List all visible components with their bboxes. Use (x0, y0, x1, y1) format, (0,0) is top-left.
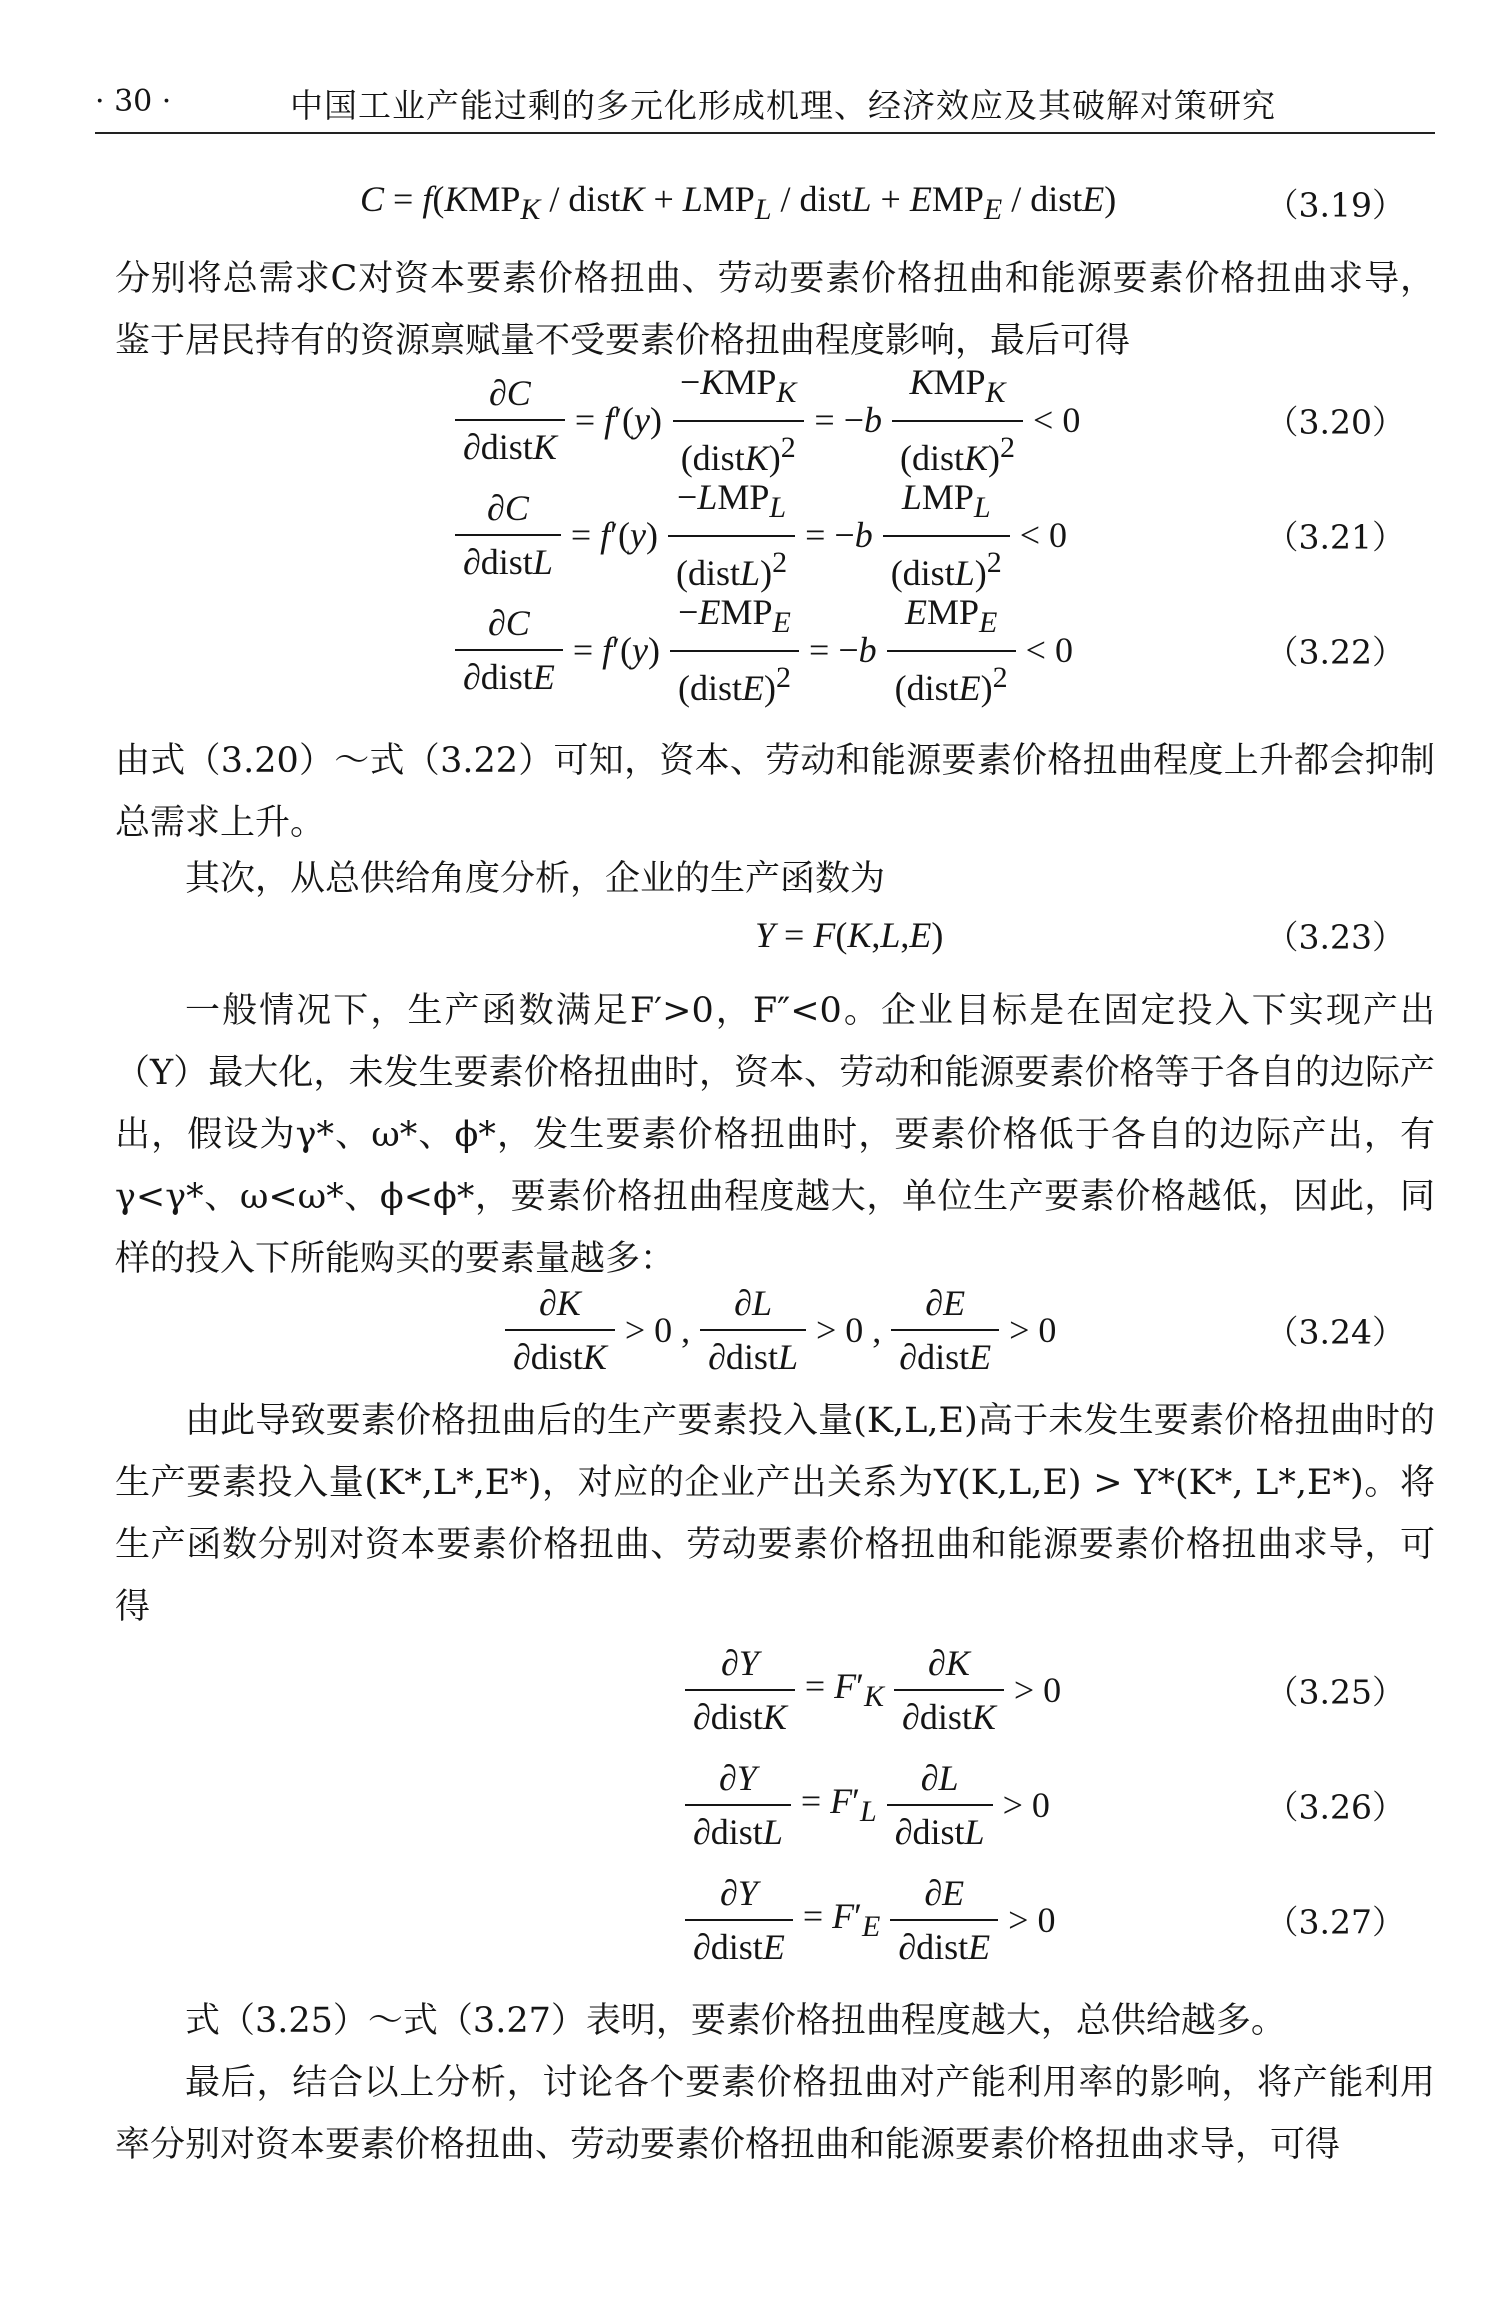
paragraph: 其次，从总供给角度分析，企业的生产函数为 (185, 859, 886, 899)
paragraph: 式（3.25）～式（3.27）表明，要素价格扭曲程度越大，总供给越多。 (185, 2001, 1286, 2041)
equation-number: （3.24） (1265, 1312, 1405, 1352)
equation-number: （3.22） (1265, 632, 1405, 672)
equation-body: $\frac{\partial Y}{\text{∂distK}}$ = $F'_K$ $\frac{\partial K}{\text{∂distK}}$ > 0 (685, 1640, 1061, 1740)
equation-3-27 (95, 1870, 1435, 1970)
page-number: · 30 · (95, 84, 172, 119)
equation-body: $C = f(KMP_K$ / distK + $LMP_L$ / distL + $EMP_E$ / distE) (360, 179, 1117, 227)
equation-3-20 (95, 362, 1435, 478)
equation-number: （3.21） (1265, 517, 1405, 557)
equation-body: $\frac{\partial Y}{\text{∂distL}}$ = $F'_L$ $\frac{\partial L}{\text{∂distL}}$ > 0 (685, 1755, 1050, 1855)
equation-3-24 (95, 1280, 1435, 1380)
equation-body: $\frac{\partial K}{\text{∂distK}}$ > 0 , $\frac{\partial L}{\text{∂distL}}$ > 0 , $\frac{\partial E}{\text{∂distE}}$ > 0 (505, 1280, 1056, 1380)
equation-body: $\frac{\partial C}{\text{∂distE}}$ = f′(y) $\frac{-EMP_E}{(distE)^2}$ = −b $\frac{EMP_E}{(distE)^2}$ < 0 (455, 600, 1073, 700)
equation-number: （3.26） (1265, 1787, 1405, 1827)
equation-number: （3.25） (1265, 1672, 1405, 1712)
equation-body: Y = F(K,L,E) (755, 915, 944, 955)
paragraph: 由此导致要素价格扭曲后的生产要素投入量(K,L,E)高于未发生要素价格扭曲时的生产要素投入量(K*,L*,E*)，对应的企业产出关系为Y(K,L,E) > Y*(K*, L*,E*)。将生产函数分别对资本要素价格扭曲、劳动要素价格扭曲和能源要素价格扭曲求导，可得 (115, 1401, 1435, 1627)
equation-number: （3.23） (1265, 917, 1405, 957)
equation-3-26 (95, 1755, 1435, 1855)
equation-3-23 (95, 900, 1435, 970)
equation-3-25 (95, 1640, 1435, 1740)
paragraph: 由式（3.20）～式（3.22）可知，资本、劳动和能源要素价格扭曲程度上升都会抑制总需求上升。 (115, 741, 1435, 843)
equation-body: $\frac{\partial C}{\text{∂distL}}$ = f′(y) $\frac{-LMP_L}{(distL)^2}$ = −b $\frac{LMP_L}{(distL)^2}$ < 0 (455, 485, 1067, 585)
header-divider (95, 132, 1435, 134)
equation-3-21 (95, 477, 1435, 593)
equation-number: （3.27） (1265, 1902, 1405, 1942)
running-title: 中国工业产能过剩的多元化形成机理、经济效应及其破解对策研究 (290, 86, 1276, 125)
paragraph: 一般情况下，生产函数满足F′>0，F″<0。企业目标是在固定投入下实现产出（Y）最大化，未发生要素价格扭曲时，资本、劳动和能源要素价格等于各自的边际产出，假设为γ*、ω*、ϕ*，发生要素价格扭曲时，要素价格低于各自的边际产出，有γ<γ*、ω<ω*、ϕ<ϕ*，要素价格扭曲程度越大，单位生产要素价格越低，因此，同样的投入下所能购买的要素量越多： (115, 991, 1435, 1279)
paragraph: 分别将总需求C对资本要素价格扭曲、劳动要素价格扭曲和能源要素价格扭曲求导，鉴于居民持有的资源禀赋量不受要素价格扭曲程度影响，最后可得 (115, 259, 1435, 361)
equation-3-22 (95, 592, 1435, 708)
equation-body: $\frac{\partial C}{\text{∂distK}}$ = f′(y) $\frac{-KMP_K}{(distK)^2}$ = −b $\frac{KMP_K}{(distK)^2}$ < 0 (455, 370, 1080, 470)
equation-number: （3.20） (1265, 402, 1405, 442)
paragraph: 最后，结合以上分析，讨论各个要素价格扭曲对产能利用率的影响，将产能利用率分别对资本要素价格扭曲、劳动要素价格扭曲和能源要素价格扭曲求导，可得 (115, 2063, 1435, 2165)
equation-3-19 (95, 168, 1435, 238)
equation-body: $\frac{\partial Y}{\text{∂distE}}$ = $F'_E$ $\frac{\partial E}{\text{∂distE}}$ > 0 (685, 1870, 1055, 1970)
equation-number: （3.19） (1265, 185, 1405, 225)
